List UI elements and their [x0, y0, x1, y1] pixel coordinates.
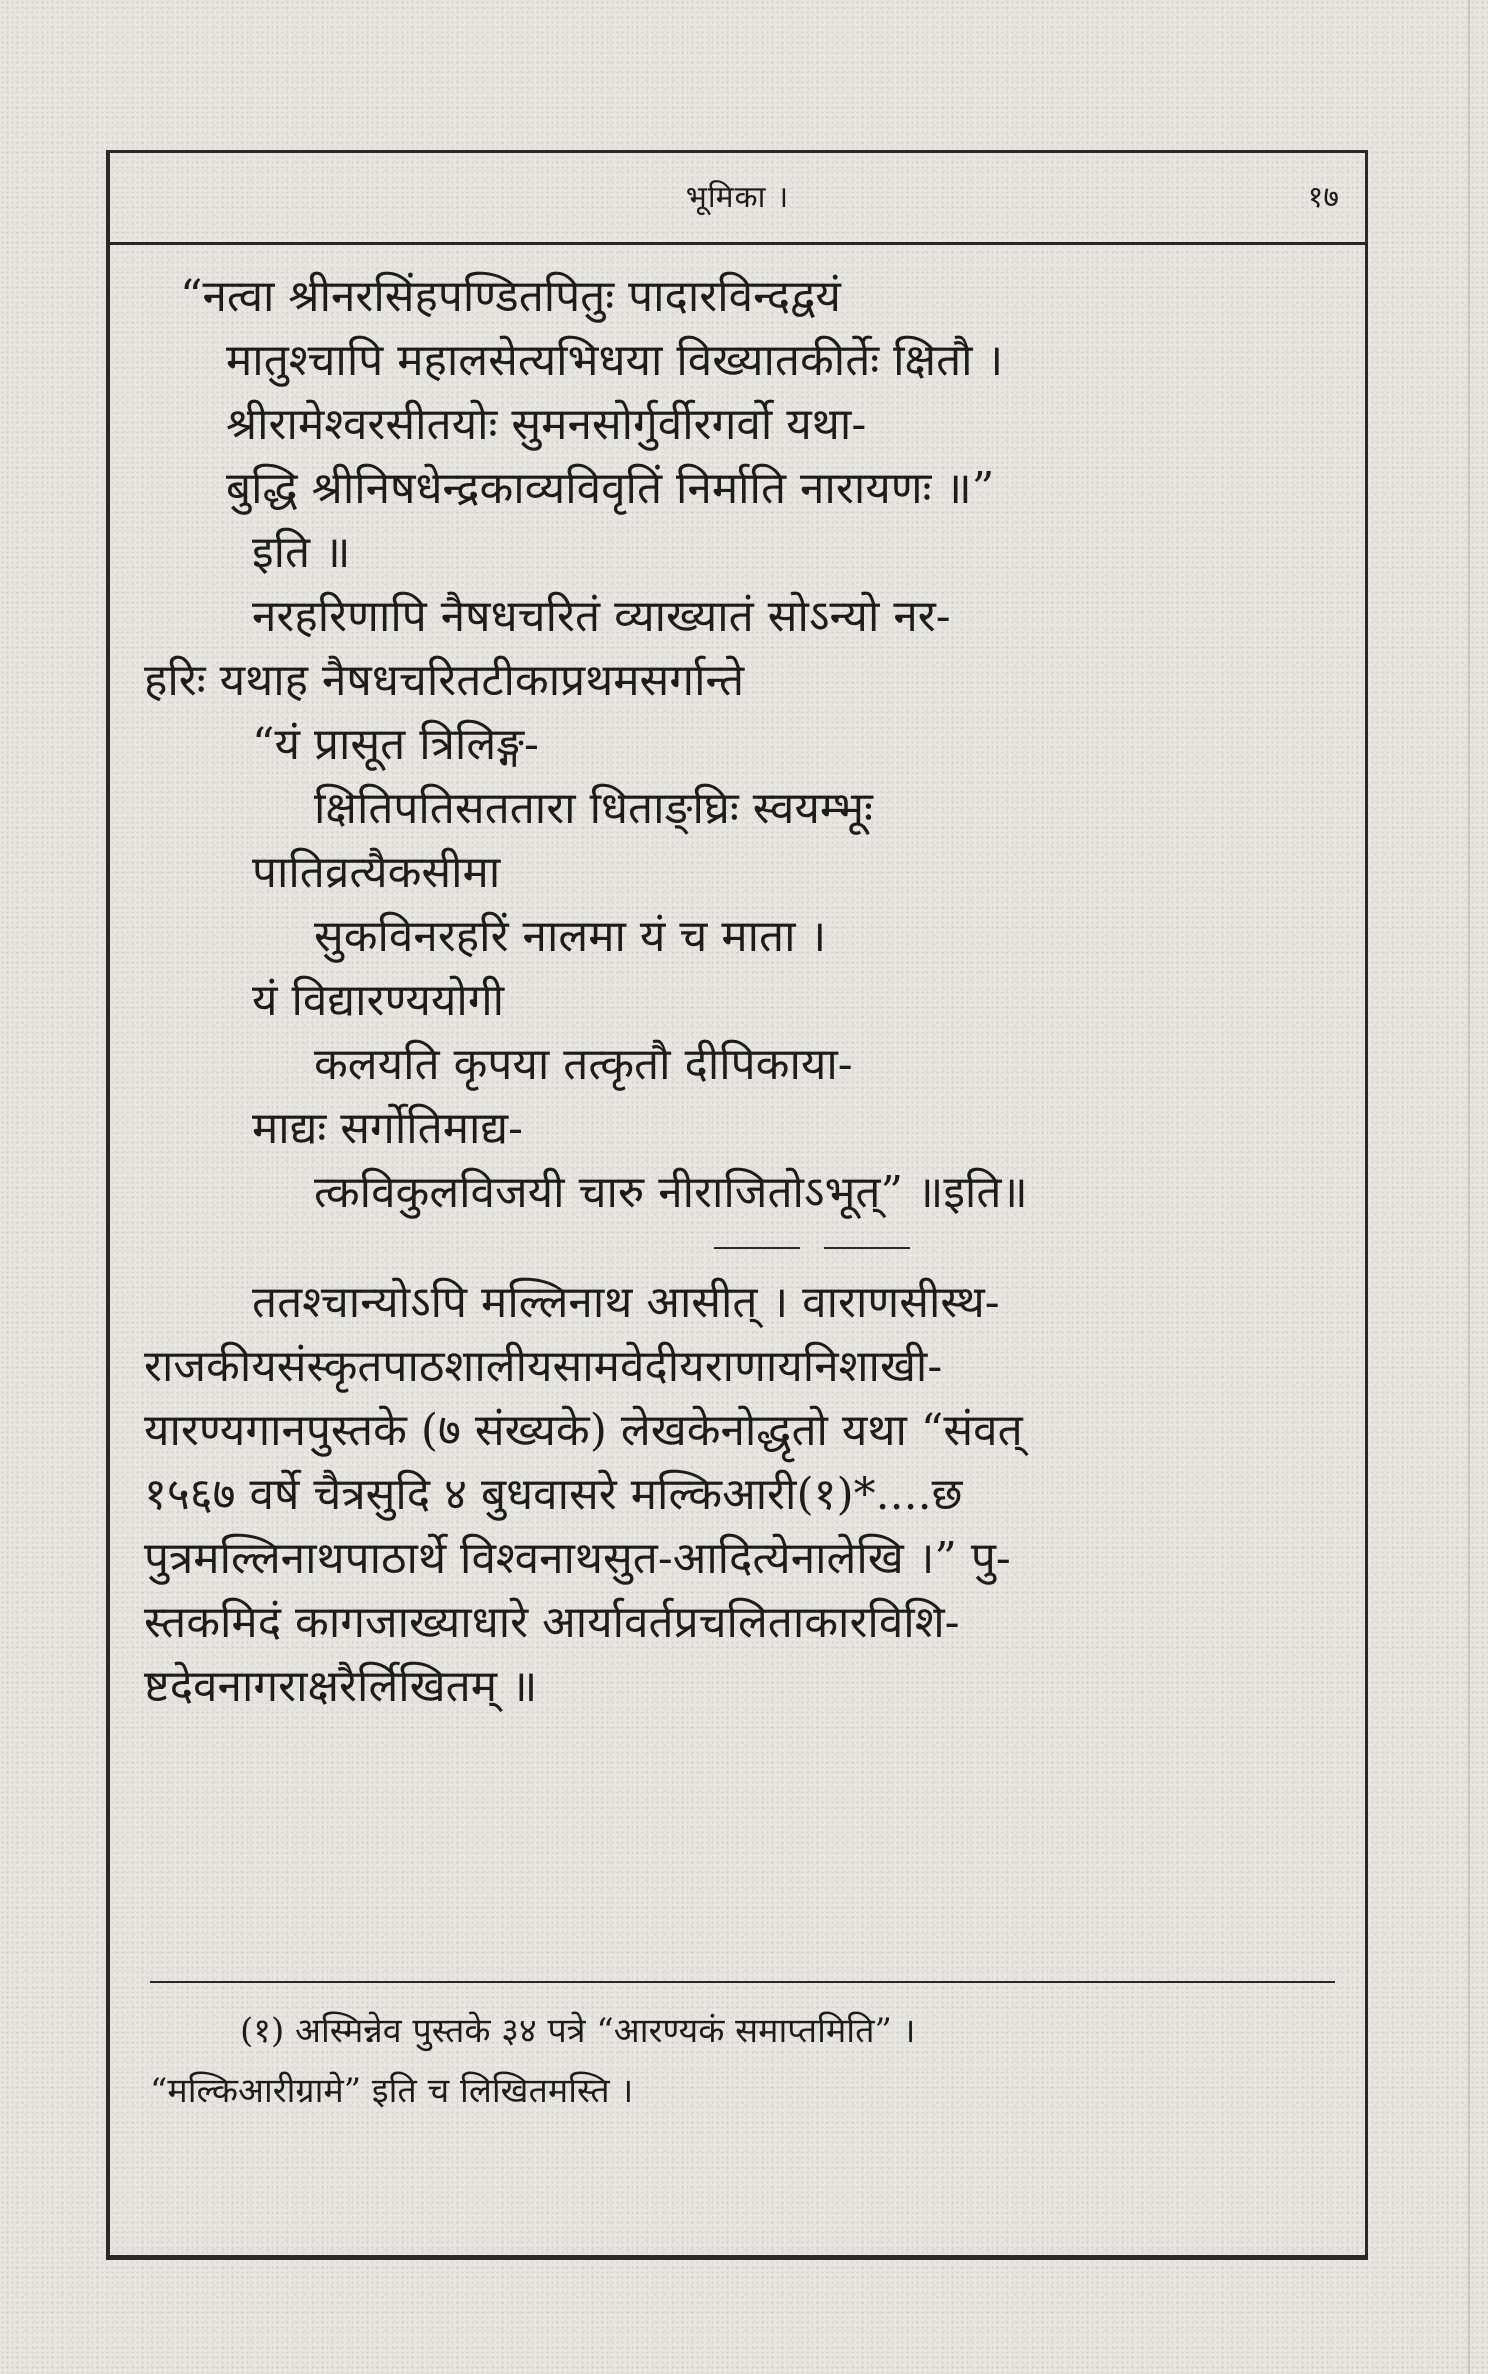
verse-line: “नत्वा श्रीनरसिंहपण्डितपितुः पादारविन्दद्वयं: [180, 271, 841, 322]
prose-line: १५६७ वर्षे चैत्रसुदि ४ बुधवासरे मल्किआरी(१)*....छ: [144, 1469, 963, 1520]
prose-line: स्तकमिदं कागजाख्याधारे आर्यावर्तप्रचलिताकारविशि-: [144, 1597, 960, 1648]
verse-line: सुकविनरहरिं नालमा यं च माता ।: [314, 911, 827, 962]
verse-line: यं विद्यारण्ययोगी: [252, 975, 504, 1026]
prose-line: हरिः यथाह नैषधचरितटीकाप्रथमसर्गान्ते: [144, 655, 745, 706]
verse-line: क्षितिपतिसततारा धिताङ्घ्रिः स्वयम्भूः: [314, 783, 873, 834]
page-number: १७: [1307, 180, 1339, 215]
footnote-line: (१) अस्मिन्नेव पुस्तके ३४ पत्रे “आरण्यकं समाप्तमिति” ।: [240, 2011, 916, 2051]
page-frame: [106, 150, 1368, 2260]
prose-line: ष्टदेवनागराक्षरैर्लिखितम् ॥: [144, 1661, 538, 1712]
verse-line: बुद्धि श्रीनिषधेन्द्रकाव्यविवृतिं निर्माति नारायणः ॥”: [226, 463, 995, 514]
prose-line: नरहरिणापि नैषधचरितं व्याख्यातं सोऽन्यो नर-: [252, 591, 951, 642]
verse-line: माद्यः सर्गोतिमाद्य-: [252, 1103, 523, 1154]
prose-paragraph-1: [144, 585, 1337, 713]
separator-rule: [714, 1247, 800, 1249]
section-separator: [144, 1225, 1337, 1271]
verse-block-1: [144, 265, 1337, 521]
scan-edge: [1468, 0, 1470, 2374]
footnote-rule: [150, 1981, 1335, 1983]
prose-line: यारण्यगानपुस्तके (७ संख्यके) लेखकेनोद्धृतो यथा “संवत्: [144, 1405, 1023, 1456]
prose-line: पुत्रमल्लिनाथपाठार्थे विश्वनाथसुत-आदित्येनालेखि ।” पु-: [144, 1533, 1011, 1584]
footnote: [150, 2001, 1335, 2121]
page-body: [144, 265, 1337, 1719]
verse-line: श्रीरामेश्वरसीतयोः सुमनसोर्गुर्वीरगर्वो यथा-: [226, 399, 867, 450]
verse-block-2: [144, 713, 1337, 1225]
verse-line: “यं प्रासूत त्रिलिङ्ग-: [252, 719, 539, 770]
footnote-line: “मल्किआरीग्रामे” इति च लिखितमस्ति ।: [150, 2071, 634, 2111]
separator-rule: [824, 1247, 910, 1249]
verse-line: त्कविकुलविजयी चारु नीराजितोऽभूत्” ॥इति॥: [314, 1167, 1028, 1218]
prose-line: राजकीयसंस्कृतपाठशालीयसामवेदीयराणायनिशाखी-: [144, 1341, 943, 1392]
verse-line: पातिव्रत्यैकसीमा: [252, 847, 501, 898]
prose-paragraph-2: [144, 1271, 1337, 1719]
iti-line: इति ॥: [252, 527, 351, 578]
verse-line: कलयति कृपया तत्कृतौ दीपिकाया-: [314, 1039, 853, 1090]
page-header: [110, 153, 1365, 245]
running-head: भूमिका ।: [685, 180, 790, 215]
prose-line: ततश्चान्योऽपि मल्लिनाथ आसीत् । वाराणसीस्थ-: [252, 1277, 1000, 1328]
verse-line: मातुश्चापि महालसेत्यभिधया विख्यातकीर्तेः क्षितौ ।: [226, 335, 1004, 386]
